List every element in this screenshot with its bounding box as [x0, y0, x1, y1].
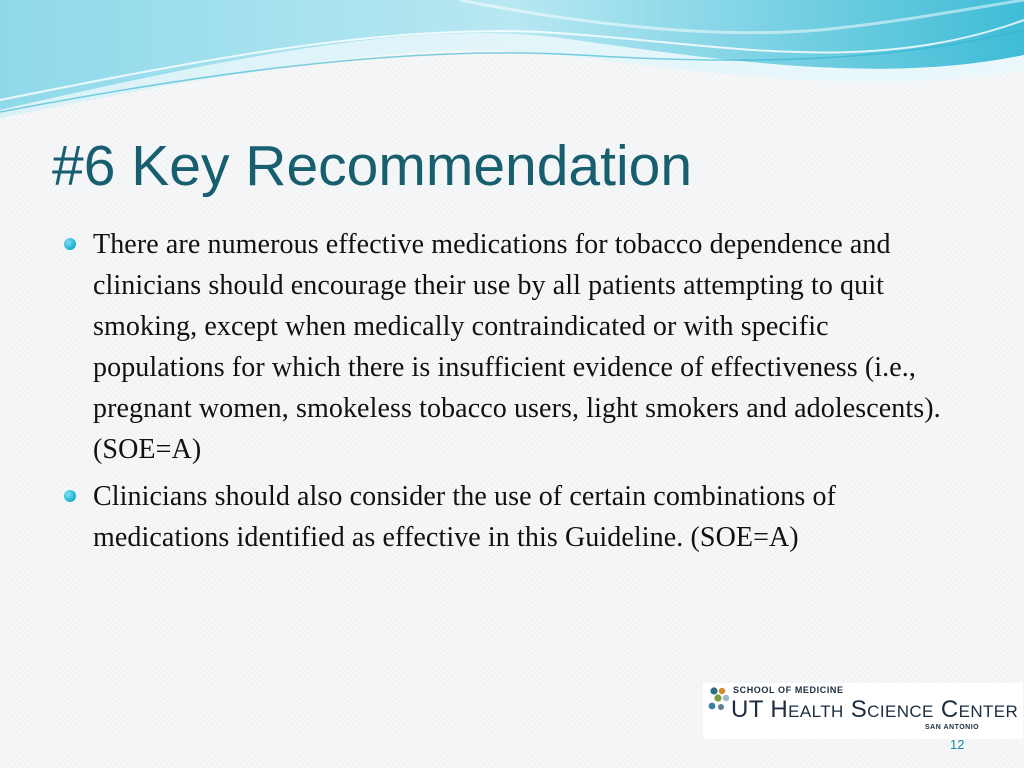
bullet-item: [62, 476, 962, 558]
slide-title: #6 Key Recommendation: [52, 134, 693, 198]
page-number: 12: [950, 737, 965, 752]
bullet-icon: [64, 238, 76, 250]
bullet-text: There are numerous effective medications for tobacco dependence and clinicians should encourage their use by all patients attempting to quit smoking, except when medically contraindicated or with specific populations for which there is insufficient evidence of effectiveness (i.e., pregnant women, smokeless tobacco users, light smokers and adolescents). (SOE=A): [93, 229, 941, 465]
header-wave-decoration: [0, 0, 1024, 120]
logo-school-text: SCHOOL OF MEDICINE: [733, 685, 844, 695]
logo-name-text: UT Health Science Center: [731, 696, 1019, 723]
ut-health-logo: [703, 683, 1023, 739]
bullet-item: [62, 224, 962, 470]
logo-city-text: SAN ANTONIO: [925, 724, 980, 731]
logo-mark-icon: [707, 685, 733, 717]
bullet-text: Clinicians should also consider the use of certain combinations of medications identified as effective in this Guideline. (SOE=A): [93, 481, 836, 553]
bullet-icon: [64, 490, 76, 502]
bullet-list: [62, 224, 962, 564]
